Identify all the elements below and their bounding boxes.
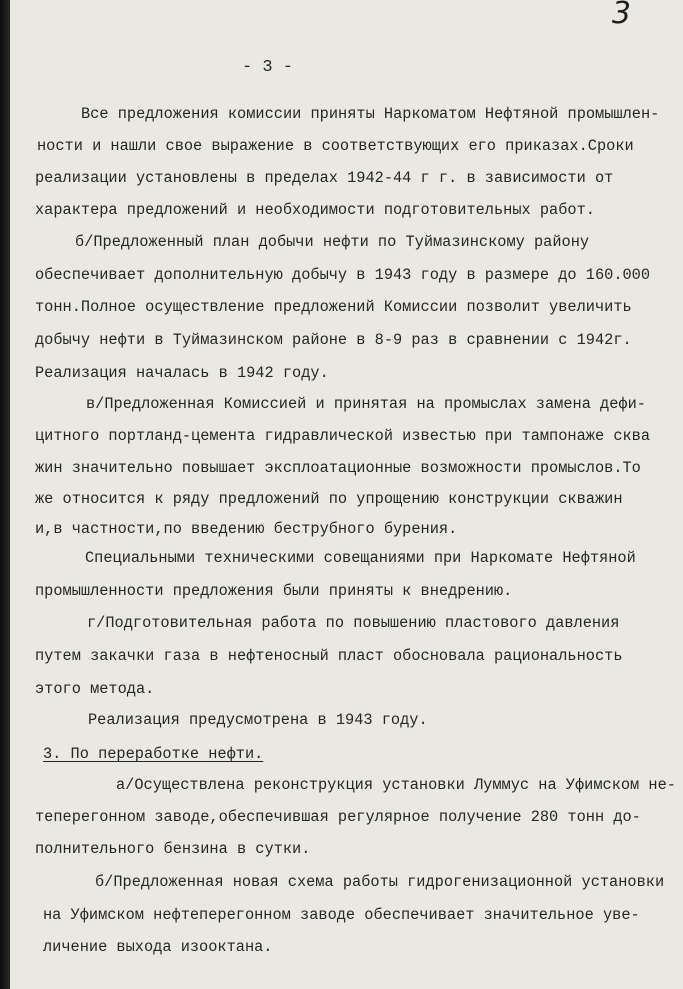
- text-line: добычу нефти в Туймазинском районе в 8-9 раз в сравнении с 1942г.: [35, 331, 632, 349]
- text-line: же относится к ряду предложений по упрощению конструкции скважин: [35, 490, 623, 508]
- text-line: этого метода.: [35, 680, 155, 698]
- text-line: б/Предложенная новая схема работы гидрогенизационной установки: [95, 873, 665, 891]
- text-line: на Уфимском нефтеперегонном заводе обеспечивает значительное уве-: [43, 906, 640, 924]
- page-number: - 3 -: [242, 58, 294, 77]
- text-line: полнительного бензина в сутки.: [35, 840, 311, 858]
- text-line: Реализация предусмотрена в 1943 году.: [88, 711, 428, 729]
- text-line: цитного портланд-цемента гидравлической известью при тампонаже сква: [35, 427, 651, 445]
- text-line: характера предложений и необходимости подготовительных работ.: [35, 201, 595, 219]
- text-line: тонн.Полное осуществление предложений Комиссии позволит увеличить: [35, 298, 632, 316]
- scan-left-edge: [0, 0, 10, 989]
- text-line: б/Предложенный план добычи нефти по Туймазинскому району: [75, 233, 590, 251]
- text-line: и,в частности,по введению беструбного бурения.: [35, 520, 458, 538]
- text-line: ности и нашли свое выражение в соответствующих его приказах.Сроки: [37, 137, 634, 155]
- text-line: реализации установлены в пределах 1942-44 г г. в зависимости от: [35, 169, 614, 187]
- section-heading: 3. По переработке нефти.: [43, 745, 264, 763]
- text-line: жин значительно повышает эксплоатационные возможности промыслов.То: [35, 459, 641, 477]
- text-line: Реализация началась в 1942 году.: [35, 364, 329, 382]
- text-line: Специальными техническими совещаниями при Наркомате Нефтяной: [85, 549, 636, 567]
- text-line: теперегонном заводе,обеспечившая регулярное получение 280 тонн до-: [35, 808, 641, 826]
- text-line: г/Подготовительная работа по повышению пластового давления: [87, 614, 620, 632]
- text-line: путем закачки газа в нефтеносный пласт обосновала рациональность: [35, 647, 623, 665]
- document-page: [10, 0, 683, 989]
- text-line: промышленности предложения были приняты к внедрению.: [35, 582, 513, 600]
- text-line: а/Осуществлена реконструкция установки Луммус на Уфимском не-: [116, 776, 676, 794]
- handwritten-page-number: 3: [611, 0, 631, 31]
- text-line: Все предложения комиссии приняты Наркоматом Нефтяной промышлен-: [81, 105, 660, 123]
- text-line: в/Предложенная Комиссией и принятая на промыслах замена дефи-: [86, 395, 646, 413]
- text-line: обеспечивает дополнительную добычу в 1943 году в размере до 160.000: [35, 266, 651, 284]
- text-line: личение выхода изооктана.: [43, 938, 273, 956]
